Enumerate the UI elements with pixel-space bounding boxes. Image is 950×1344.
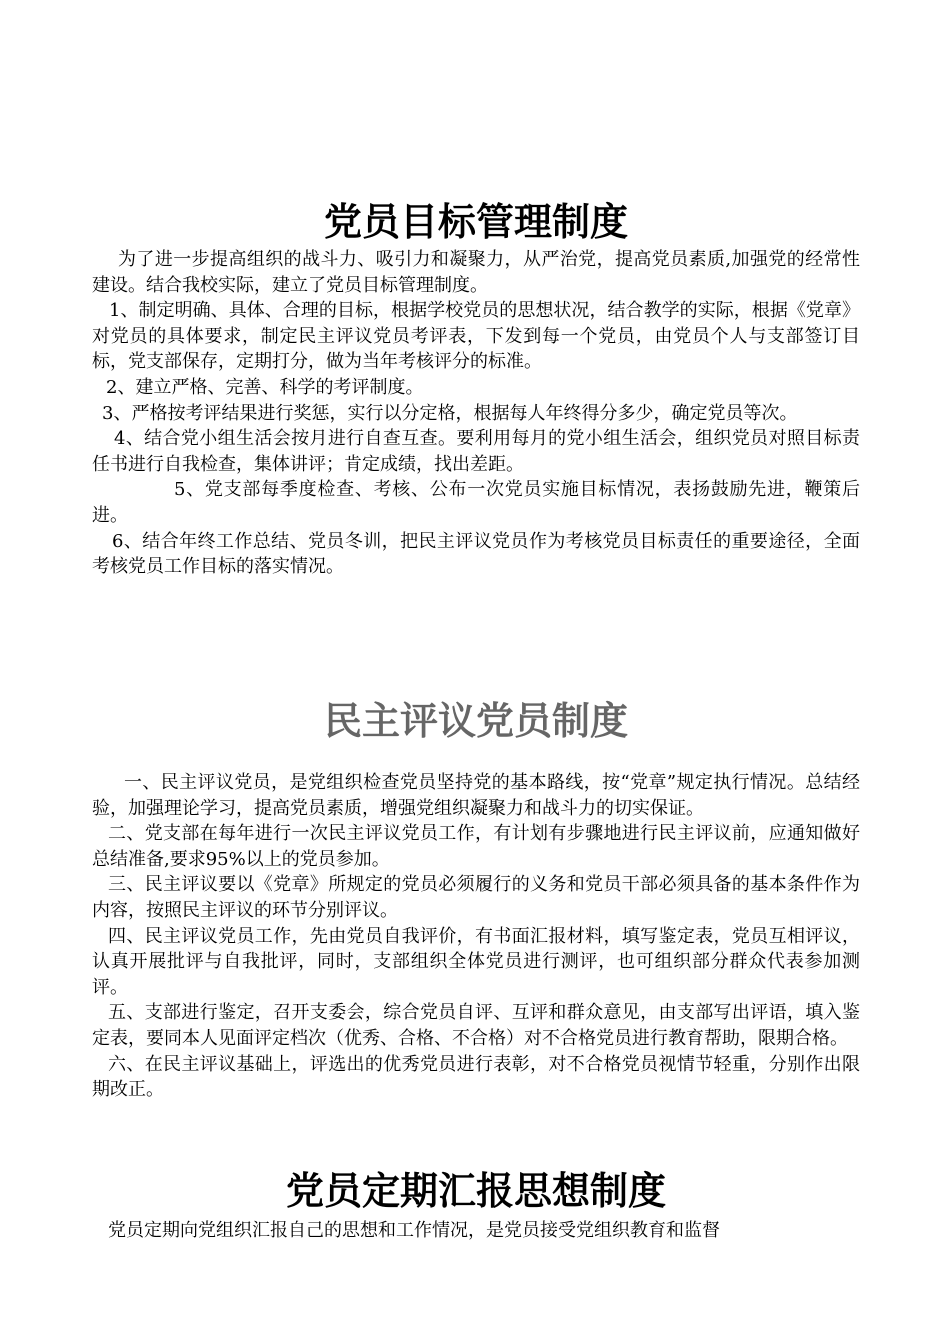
paragraph: 2、建立严格、完善、科学的考评制度。 [106,376,424,398]
section-title-democratic-evaluation: 民主评议党员制度 [323,699,628,743]
paragraph: 二、党支部在每年进行一次民主评议党员工作，有计划有步骤地进行民主评议前，应通知做好总结准备,要求95%以上的党员参加。 [92,823,860,870]
paragraph: 六、在民主评议基础上，评选出的优秀党员进行表彰，对不合格党员视情节轻重，分别作出限期改正。 [92,1053,860,1101]
paragraph: 1、制定明确、具体、合理的目标，根据学校党员的思想状况，结合教学的实际，根据《党章》对党员的具体要求，制定民主评议党员考评表，下发到每一个党员，由党员个人与支部签订目标，党支部保存，定期打分，做为当年考核评分的标准。 [92,300,860,373]
paragraph: 五、支部进行鉴定，召开支委会，综合党员自评、互评和群众意见，由支部写出评语，填入鉴定表，要同本人见面评定档次（优秀、合格、不合格）对不合格党员进行教育帮助，限期合格。 [92,1002,860,1049]
paragraph: 4、结合党小组生活会按月进行自查互查。要利用每月的党小组生活会，组织党员对照目标责任书进行自我检查，集体讲评；肯定成绩，找出差距。 [92,428,860,475]
paragraph: 党员定期向党组织汇报自己的思想和工作情况，是党员接受党组织教育和监督 [108,1220,720,1241]
section-body-goal-management [92,247,860,580]
section-body-regular-thought-report [92,1218,860,1244]
paragraph: 四、民主评议党员工作，先由党员自我评价，有书面汇报材料，填写鉴定表，党员互相评议，认真开展批评与自我批评，同时，支部组织全体党员进行测评，也可组织部分群众代表参加测评。 [92,925,860,998]
paragraph: 3、严格按考评结果进行奖惩，实行以分定格，根据每人年终得分多少，确定党员等次。 [102,402,798,424]
section-title-regular-thought-report: 党员定期汇报思想制度 [285,1169,666,1213]
section-body-democratic-evaluation [92,770,860,1103]
paragraph: 6、结合年终工作总结、党员冬训，把民主评议党员作为考核党员目标责任的重要途径，全面考核党员工作目标的落实情况。 [92,530,860,578]
paragraph: 一、民主评议党员，是党组织检查党员坚持党的基本路线，按“党章”规定执行情况。总结经验，加强理论学习，提高党员素质，增强党组织凝聚力和战斗力的切实保证。 [92,772,860,819]
section-title-party-member-goal-management: 党员目标管理制度 [323,200,628,244]
paragraph: 5、党支部每季度检查、考核、公布一次党员实施目标情况，表扬鼓励先进，鞭策后进。 [92,479,860,526]
paragraph: 三、民主评议要以《党章》所规定的党员必须履行的义务和党员干部必须具备的基本条件作为内容，按照民主评议的环节分别评议。 [92,874,860,921]
paragraph: 为了进一步提高组织的战斗力、吸引力和凝聚力，从严治党，提高党员素质,加强党的经常性建设。结合我校实际，建立了党员目标管理制度。 [92,249,860,296]
